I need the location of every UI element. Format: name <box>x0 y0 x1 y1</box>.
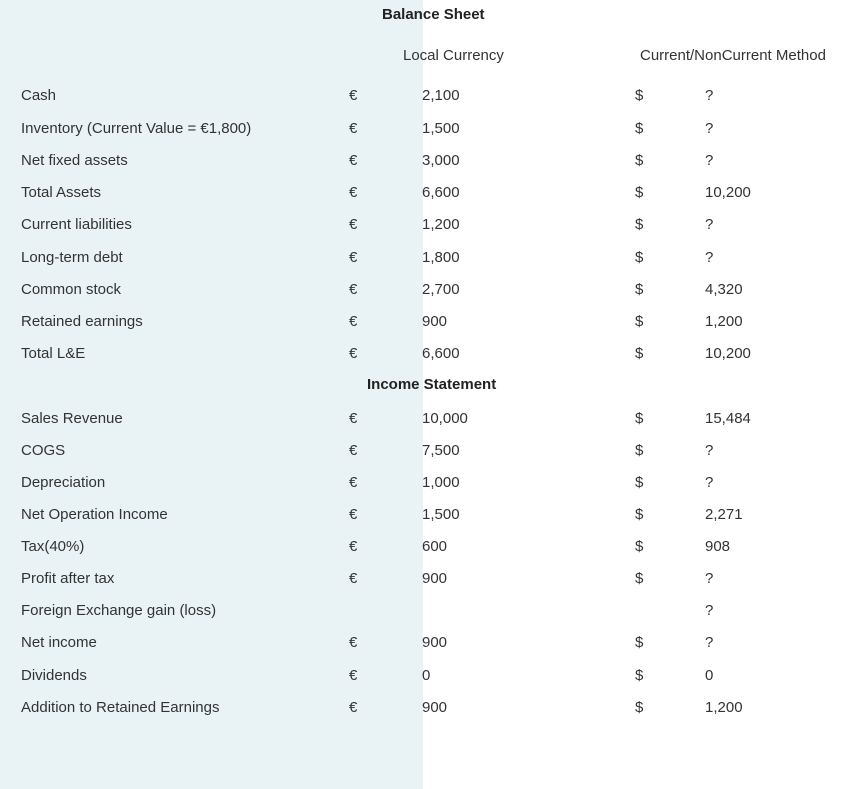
local-value: 6,600 <box>422 184 460 201</box>
dollar-symbol: $ <box>635 570 644 587</box>
local-value: 3,000 <box>422 152 460 169</box>
euro-symbol: € <box>349 699 358 716</box>
local-value: 0 <box>422 667 431 684</box>
row-label: Net fixed assets <box>21 152 128 169</box>
row-label: Dividends <box>21 667 87 684</box>
converted-value: 908 <box>705 538 731 555</box>
row-label: Foreign Exchange gain (loss) <box>21 602 217 619</box>
table-row <box>0 441 846 473</box>
current-noncurrent-method-header: Current/NonCurrent Method <box>640 47 826 64</box>
table-row <box>0 633 846 665</box>
table-row <box>0 312 846 344</box>
row-label: Common stock <box>21 281 122 298</box>
euro-symbol: € <box>349 313 358 330</box>
row-label: Inventory (Current Value = €1,800) <box>21 120 252 137</box>
local-value: 1,800 <box>422 249 460 266</box>
local-value: 900 <box>422 570 448 587</box>
dollar-symbol: $ <box>635 87 644 104</box>
converted-value: 15,484 <box>705 410 751 427</box>
euro-symbol: € <box>349 216 358 233</box>
converted-value: 2,271 <box>705 506 743 523</box>
converted-value: ? <box>705 474 714 491</box>
row-label: Total L&E <box>21 345 86 362</box>
local-value: 600 <box>422 538 448 555</box>
dollar-symbol: $ <box>635 184 644 201</box>
euro-symbol: € <box>349 538 358 555</box>
local-value: 1,200 <box>422 216 460 233</box>
local-value: 1,500 <box>422 506 460 523</box>
table-row <box>0 86 846 118</box>
table-row <box>0 666 846 698</box>
row-label: Long-term debt <box>21 249 123 266</box>
table-row <box>0 409 846 441</box>
converted-value: 4,320 <box>705 281 743 298</box>
dollar-symbol: $ <box>635 538 644 555</box>
converted-value: ? <box>705 249 714 266</box>
converted-value: 0 <box>705 667 714 684</box>
euro-symbol: € <box>349 634 358 651</box>
euro-symbol: € <box>349 120 358 137</box>
converted-value: ? <box>705 152 714 169</box>
converted-value: 10,200 <box>705 345 751 362</box>
table-row <box>0 280 846 312</box>
row-label: Retained earnings <box>21 313 143 330</box>
row-label: Current liabilities <box>21 216 132 233</box>
table-row <box>0 344 846 376</box>
euro-symbol: € <box>349 184 358 201</box>
row-label: Addition to Retained Earnings <box>21 699 220 716</box>
converted-value: ? <box>705 120 714 137</box>
row-label: Cash <box>21 87 57 104</box>
local-value: 10,000 <box>422 410 468 427</box>
dollar-symbol: $ <box>635 410 644 427</box>
table-row <box>0 119 846 151</box>
row-label: COGS <box>21 442 66 459</box>
dollar-symbol: $ <box>635 667 644 684</box>
converted-value: ? <box>705 602 714 619</box>
dollar-symbol: $ <box>635 345 644 362</box>
table-row <box>0 698 846 730</box>
dollar-symbol: $ <box>635 281 644 298</box>
euro-symbol: € <box>349 474 358 491</box>
local-value: 900 <box>422 699 448 716</box>
table-row <box>0 183 846 215</box>
table-row <box>0 151 846 183</box>
table-row <box>0 215 846 247</box>
euro-symbol: € <box>349 281 358 298</box>
table-row <box>0 569 846 601</box>
dollar-symbol: $ <box>635 313 644 330</box>
row-label: Sales Revenue <box>21 410 123 427</box>
dollar-symbol: $ <box>635 120 644 137</box>
euro-symbol: € <box>349 345 358 362</box>
income-statement-title: Income Statement <box>367 376 497 393</box>
local-value: 900 <box>422 313 448 330</box>
table-row <box>0 505 846 537</box>
table-row <box>0 537 846 569</box>
local-value: 7,500 <box>422 442 460 459</box>
local-value: 1,500 <box>422 120 460 137</box>
row-label: Tax(40%) <box>21 538 85 555</box>
converted-value: ? <box>705 570 714 587</box>
row-label: Profit after tax <box>21 570 115 587</box>
local-currency-header: Local Currency <box>403 47 504 64</box>
converted-value: 1,200 <box>705 313 743 330</box>
row-label: Total Assets <box>21 184 102 201</box>
converted-value: 1,200 <box>705 699 743 716</box>
dollar-symbol: $ <box>635 216 644 233</box>
converted-value: ? <box>705 442 714 459</box>
local-value: 2,700 <box>422 281 460 298</box>
dollar-symbol: $ <box>635 699 644 716</box>
euro-symbol: € <box>349 570 358 587</box>
row-label: Net Operation Income <box>21 506 168 523</box>
euro-symbol: € <box>349 152 358 169</box>
euro-symbol: € <box>349 249 358 266</box>
converted-value: ? <box>705 87 714 104</box>
table-row <box>0 601 846 633</box>
row-label: Net income <box>21 634 97 651</box>
dollar-symbol: $ <box>635 152 644 169</box>
converted-value: ? <box>705 216 714 233</box>
local-value: 900 <box>422 634 448 651</box>
local-value: 2,100 <box>422 87 460 104</box>
converted-value: 10,200 <box>705 184 751 201</box>
row-label: Depreciation <box>21 474 106 491</box>
euro-symbol: € <box>349 410 358 427</box>
converted-value: ? <box>705 634 714 651</box>
dollar-symbol: $ <box>635 474 644 491</box>
local-value: 6,600 <box>422 345 460 362</box>
table-row <box>0 248 846 280</box>
local-value: 1,000 <box>422 474 460 491</box>
euro-symbol: € <box>349 442 358 459</box>
table-row <box>0 473 846 505</box>
dollar-symbol: $ <box>635 506 644 523</box>
euro-symbol: € <box>349 506 358 523</box>
dollar-symbol: $ <box>635 249 644 266</box>
euro-symbol: € <box>349 667 358 684</box>
dollar-symbol: $ <box>635 442 644 459</box>
balance-sheet-title: Balance Sheet <box>382 6 485 23</box>
euro-symbol: € <box>349 87 358 104</box>
dollar-symbol: $ <box>635 634 644 651</box>
